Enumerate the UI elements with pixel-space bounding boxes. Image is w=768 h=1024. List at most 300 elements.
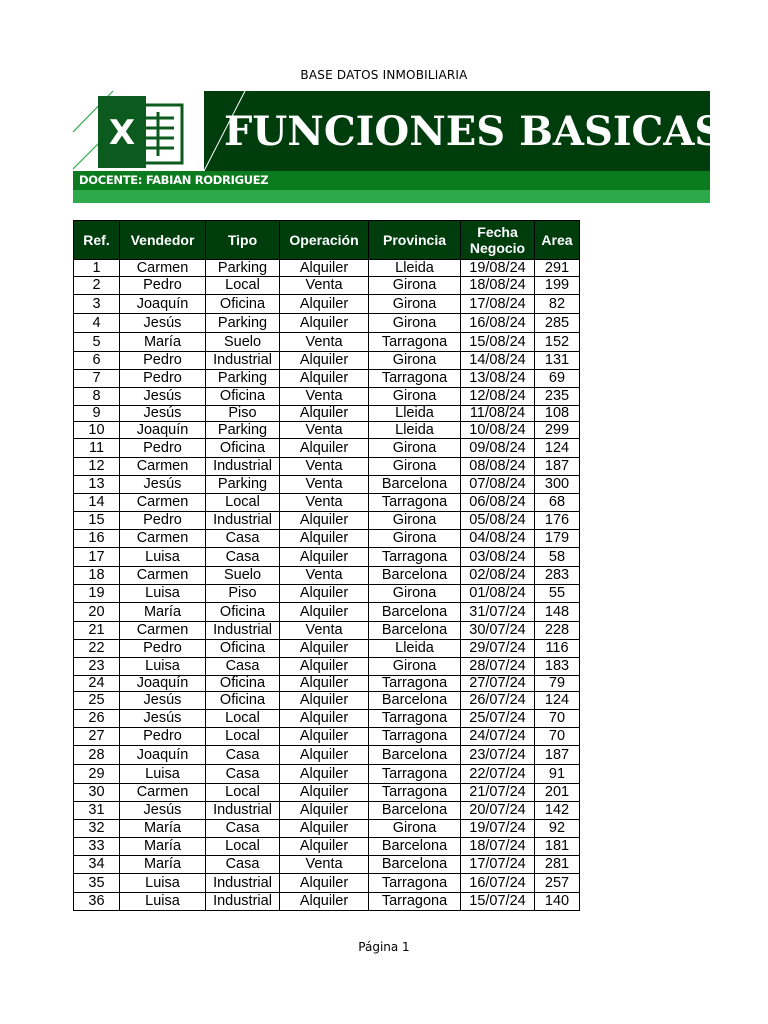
cell-tipo: Suelo bbox=[206, 567, 280, 585]
cell-tipo: Parking bbox=[206, 260, 280, 277]
cell-provincia: Barcelona bbox=[369, 838, 461, 856]
cell-area: 116 bbox=[535, 640, 580, 658]
cell-area: 179 bbox=[535, 530, 580, 548]
table-row bbox=[74, 710, 580, 728]
cell-tipo: Local bbox=[206, 710, 280, 728]
cell-provincia: Tarragona bbox=[369, 728, 461, 746]
cell-ref: 28 bbox=[74, 746, 120, 765]
header-vendedor: Vendedor bbox=[120, 221, 206, 260]
cell-operacion: Alquiler bbox=[280, 728, 369, 746]
cell-vendedor: Pedro bbox=[120, 512, 206, 530]
cell-fecha: 19/08/24 bbox=[461, 260, 535, 277]
cell-tipo: Casa bbox=[206, 765, 280, 784]
cell-area: 124 bbox=[535, 439, 580, 458]
table-row bbox=[74, 820, 580, 838]
excel-logo-icon bbox=[98, 96, 184, 168]
cell-tipo: Suelo bbox=[206, 333, 280, 352]
cell-provincia: Lleida bbox=[369, 260, 461, 277]
cell-ref: 9 bbox=[74, 406, 120, 422]
table-row bbox=[74, 422, 580, 439]
cell-area: 228 bbox=[535, 622, 580, 640]
table-row bbox=[74, 603, 580, 622]
cell-fecha: 16/07/24 bbox=[461, 874, 535, 893]
cell-tipo: Piso bbox=[206, 406, 280, 422]
cell-operacion: Alquiler bbox=[280, 295, 369, 314]
cell-vendedor: Luisa bbox=[120, 585, 206, 603]
cell-vendedor: Carmen bbox=[120, 784, 206, 802]
cell-vendedor: Carmen bbox=[120, 260, 206, 277]
cell-operacion: Venta bbox=[280, 277, 369, 295]
cell-operacion: Alquiler bbox=[280, 802, 369, 820]
cell-tipo: Casa bbox=[206, 820, 280, 838]
table-row bbox=[74, 838, 580, 856]
cell-vendedor: Luisa bbox=[120, 765, 206, 784]
cell-tipo: Oficina bbox=[206, 295, 280, 314]
cell-ref: 16 bbox=[74, 530, 120, 548]
cell-area: 201 bbox=[535, 784, 580, 802]
cell-provincia: Tarragona bbox=[369, 893, 461, 911]
cell-fecha: 14/08/24 bbox=[461, 352, 535, 370]
cell-fecha: 20/07/24 bbox=[461, 802, 535, 820]
cell-tipo: Industrial bbox=[206, 622, 280, 640]
cell-area: 187 bbox=[535, 746, 580, 765]
cell-vendedor: Jesús bbox=[120, 406, 206, 422]
cell-fecha: 05/08/24 bbox=[461, 512, 535, 530]
table-body bbox=[74, 260, 580, 911]
cell-area: 235 bbox=[535, 388, 580, 406]
cell-provincia: Barcelona bbox=[369, 856, 461, 874]
table-header-row bbox=[74, 221, 580, 260]
table-row bbox=[74, 802, 580, 820]
cell-ref: 2 bbox=[74, 277, 120, 295]
cell-provincia: Barcelona bbox=[369, 746, 461, 765]
cell-ref: 12 bbox=[74, 458, 120, 476]
cell-ref: 25 bbox=[74, 692, 120, 710]
cell-provincia: Girona bbox=[369, 585, 461, 603]
cell-vendedor: Luisa bbox=[120, 893, 206, 911]
header-tipo: Tipo bbox=[206, 221, 280, 260]
cell-fecha: 27/07/24 bbox=[461, 676, 535, 692]
header-operacion: Operación bbox=[280, 221, 369, 260]
cell-operacion: Alquiler bbox=[280, 260, 369, 277]
cell-operacion: Alquiler bbox=[280, 784, 369, 802]
cell-area: 142 bbox=[535, 802, 580, 820]
cell-fecha: 17/08/24 bbox=[461, 295, 535, 314]
cell-tipo: Parking bbox=[206, 476, 280, 494]
cell-operacion: Alquiler bbox=[280, 838, 369, 856]
cell-area: 140 bbox=[535, 893, 580, 911]
cell-ref: 1 bbox=[74, 260, 120, 277]
table-row bbox=[74, 746, 580, 765]
cell-vendedor: Joaquín bbox=[120, 295, 206, 314]
cell-ref: 13 bbox=[74, 476, 120, 494]
table-row bbox=[74, 893, 580, 911]
cell-ref: 18 bbox=[74, 567, 120, 585]
table-row bbox=[74, 622, 580, 640]
cell-provincia: Girona bbox=[369, 439, 461, 458]
cell-area: 92 bbox=[535, 820, 580, 838]
cell-fecha: 15/07/24 bbox=[461, 893, 535, 911]
cell-ref: 3 bbox=[74, 295, 120, 314]
cell-area: 285 bbox=[535, 314, 580, 333]
cell-tipo: Casa bbox=[206, 856, 280, 874]
cell-provincia: Girona bbox=[369, 512, 461, 530]
cell-operacion: Venta bbox=[280, 458, 369, 476]
cell-vendedor: Pedro bbox=[120, 728, 206, 746]
header-provincia: Provincia bbox=[369, 221, 461, 260]
cell-fecha: 15/08/24 bbox=[461, 333, 535, 352]
table-row bbox=[74, 333, 580, 352]
cell-tipo: Casa bbox=[206, 658, 280, 676]
cell-area: 70 bbox=[535, 728, 580, 746]
cell-ref: 6 bbox=[74, 352, 120, 370]
cell-tipo: Parking bbox=[206, 422, 280, 439]
cell-vendedor: Joaquín bbox=[120, 746, 206, 765]
cell-tipo: Local bbox=[206, 494, 280, 512]
cell-ref: 22 bbox=[74, 640, 120, 658]
cell-area: 69 bbox=[535, 370, 580, 388]
cell-provincia: Girona bbox=[369, 295, 461, 314]
cell-area: 257 bbox=[535, 874, 580, 893]
table-row bbox=[74, 856, 580, 874]
cell-vendedor: Jesús bbox=[120, 476, 206, 494]
cell-operacion: Alquiler bbox=[280, 640, 369, 658]
cell-ref: 24 bbox=[74, 676, 120, 692]
table-row bbox=[74, 765, 580, 784]
cell-vendedor: Jesús bbox=[120, 710, 206, 728]
cell-provincia: Tarragona bbox=[369, 548, 461, 567]
cell-operacion: Alquiler bbox=[280, 603, 369, 622]
table-row bbox=[74, 406, 580, 422]
table-row bbox=[74, 640, 580, 658]
cell-tipo: Casa bbox=[206, 530, 280, 548]
header-area: Area bbox=[535, 221, 580, 260]
cell-fecha: 09/08/24 bbox=[461, 439, 535, 458]
cell-tipo: Piso bbox=[206, 585, 280, 603]
cell-area: 183 bbox=[535, 658, 580, 676]
cell-area: 187 bbox=[535, 458, 580, 476]
cell-provincia: Barcelona bbox=[369, 692, 461, 710]
cell-operacion: Alquiler bbox=[280, 692, 369, 710]
cell-provincia: Tarragona bbox=[369, 370, 461, 388]
cell-vendedor: Jesús bbox=[120, 802, 206, 820]
cell-vendedor: Pedro bbox=[120, 640, 206, 658]
cell-vendedor: Pedro bbox=[120, 352, 206, 370]
cell-vendedor: Luisa bbox=[120, 658, 206, 676]
cell-area: 148 bbox=[535, 603, 580, 622]
cell-operacion: Venta bbox=[280, 622, 369, 640]
cell-vendedor: Carmen bbox=[120, 530, 206, 548]
cell-ref: 34 bbox=[74, 856, 120, 874]
cell-area: 91 bbox=[535, 765, 580, 784]
cell-operacion: Venta bbox=[280, 388, 369, 406]
cell-vendedor: Jesús bbox=[120, 692, 206, 710]
cell-tipo: Parking bbox=[206, 370, 280, 388]
cell-fecha: 30/07/24 bbox=[461, 622, 535, 640]
cell-tipo: Industrial bbox=[206, 802, 280, 820]
page-footer: Página 1 bbox=[358, 940, 410, 954]
table-row bbox=[74, 458, 580, 476]
cell-operacion: Alquiler bbox=[280, 874, 369, 893]
cell-area: 291 bbox=[535, 260, 580, 277]
header-fecha-negocio: Fecha Negocio bbox=[461, 221, 535, 260]
cell-area: 181 bbox=[535, 838, 580, 856]
cell-vendedor: Luisa bbox=[120, 548, 206, 567]
cell-tipo: Oficina bbox=[206, 603, 280, 622]
cell-provincia: Barcelona bbox=[369, 802, 461, 820]
cell-provincia: Tarragona bbox=[369, 765, 461, 784]
cell-provincia: Tarragona bbox=[369, 333, 461, 352]
cell-vendedor: Jesús bbox=[120, 388, 206, 406]
title-banner bbox=[73, 91, 724, 203]
cell-operacion: Alquiler bbox=[280, 710, 369, 728]
cell-ref: 11 bbox=[74, 439, 120, 458]
cell-operacion: Venta bbox=[280, 494, 369, 512]
header-ref: Ref. bbox=[74, 221, 120, 260]
table-row bbox=[74, 295, 580, 314]
cell-area: 199 bbox=[535, 277, 580, 295]
cell-tipo: Local bbox=[206, 838, 280, 856]
cell-fecha: 18/07/24 bbox=[461, 838, 535, 856]
cell-vendedor: María bbox=[120, 856, 206, 874]
cell-fecha: 02/08/24 bbox=[461, 567, 535, 585]
cell-vendedor: Carmen bbox=[120, 494, 206, 512]
cell-operacion: Alquiler bbox=[280, 820, 369, 838]
cell-tipo: Casa bbox=[206, 746, 280, 765]
cell-fecha: 04/08/24 bbox=[461, 530, 535, 548]
cell-provincia: Barcelona bbox=[369, 622, 461, 640]
cell-tipo: Oficina bbox=[206, 676, 280, 692]
cell-fecha: 12/08/24 bbox=[461, 388, 535, 406]
table-row bbox=[74, 352, 580, 370]
cell-provincia: Girona bbox=[369, 658, 461, 676]
properties-table bbox=[73, 220, 580, 911]
cell-fecha: 03/08/24 bbox=[461, 548, 535, 567]
cell-tipo: Industrial bbox=[206, 874, 280, 893]
table-row bbox=[74, 512, 580, 530]
cell-operacion: Alquiler bbox=[280, 893, 369, 911]
cell-operacion: Venta bbox=[280, 422, 369, 439]
cell-provincia: Barcelona bbox=[369, 567, 461, 585]
cell-fecha: 21/07/24 bbox=[461, 784, 535, 802]
cell-operacion: Alquiler bbox=[280, 658, 369, 676]
table-row bbox=[74, 314, 580, 333]
cell-operacion: Alquiler bbox=[280, 530, 369, 548]
cell-operacion: Alquiler bbox=[280, 512, 369, 530]
cell-ref: 20 bbox=[74, 603, 120, 622]
cell-fecha: 18/08/24 bbox=[461, 277, 535, 295]
cell-ref: 4 bbox=[74, 314, 120, 333]
cell-tipo: Local bbox=[206, 784, 280, 802]
cell-vendedor: Carmen bbox=[120, 567, 206, 585]
cell-fecha: 23/07/24 bbox=[461, 746, 535, 765]
cell-vendedor: Joaquín bbox=[120, 676, 206, 692]
cell-operacion: Alquiler bbox=[280, 746, 369, 765]
cell-area: 82 bbox=[535, 295, 580, 314]
cell-ref: 7 bbox=[74, 370, 120, 388]
cell-area: 124 bbox=[535, 692, 580, 710]
table-row bbox=[74, 784, 580, 802]
cell-operacion: Venta bbox=[280, 567, 369, 585]
cell-area: 283 bbox=[535, 567, 580, 585]
cell-ref: 33 bbox=[74, 838, 120, 856]
cell-provincia: Girona bbox=[369, 458, 461, 476]
cell-tipo: Oficina bbox=[206, 388, 280, 406]
cell-vendedor: María bbox=[120, 838, 206, 856]
cell-ref: 10 bbox=[74, 422, 120, 439]
cell-operacion: Alquiler bbox=[280, 439, 369, 458]
cell-fecha: 29/07/24 bbox=[461, 640, 535, 658]
cell-ref: 23 bbox=[74, 658, 120, 676]
table-row bbox=[74, 388, 580, 406]
cell-fecha: 31/07/24 bbox=[461, 603, 535, 622]
cell-area: 152 bbox=[535, 333, 580, 352]
cell-operacion: Alquiler bbox=[280, 314, 369, 333]
cell-provincia: Tarragona bbox=[369, 710, 461, 728]
cell-vendedor: Pedro bbox=[120, 370, 206, 388]
cell-area: 281 bbox=[535, 856, 580, 874]
table-row bbox=[74, 277, 580, 295]
cell-operacion: Alquiler bbox=[280, 548, 369, 567]
cell-provincia: Barcelona bbox=[369, 476, 461, 494]
table-row bbox=[74, 567, 580, 585]
cell-vendedor: María bbox=[120, 820, 206, 838]
cell-vendedor: Pedro bbox=[120, 439, 206, 458]
cell-area: 299 bbox=[535, 422, 580, 439]
cell-tipo: Industrial bbox=[206, 512, 280, 530]
cell-fecha: 16/08/24 bbox=[461, 314, 535, 333]
cell-fecha: 10/08/24 bbox=[461, 422, 535, 439]
cell-fecha: 25/07/24 bbox=[461, 710, 535, 728]
cell-operacion: Alquiler bbox=[280, 370, 369, 388]
cell-fecha: 06/08/24 bbox=[461, 494, 535, 512]
cell-area: 70 bbox=[535, 710, 580, 728]
cell-ref: 29 bbox=[74, 765, 120, 784]
cell-area: 58 bbox=[535, 548, 580, 567]
cell-fecha: 01/08/24 bbox=[461, 585, 535, 603]
cell-tipo: Local bbox=[206, 728, 280, 746]
cell-tipo: Oficina bbox=[206, 692, 280, 710]
cell-ref: 15 bbox=[74, 512, 120, 530]
cell-ref: 35 bbox=[74, 874, 120, 893]
cell-fecha: 17/07/24 bbox=[461, 856, 535, 874]
table-row bbox=[74, 874, 580, 893]
cell-provincia: Girona bbox=[369, 314, 461, 333]
cell-provincia: Girona bbox=[369, 530, 461, 548]
table-row bbox=[74, 585, 580, 603]
cell-operacion: Alquiler bbox=[280, 585, 369, 603]
cell-vendedor: Carmen bbox=[120, 622, 206, 640]
cell-fecha: 13/08/24 bbox=[461, 370, 535, 388]
cell-provincia: Girona bbox=[369, 277, 461, 295]
cell-area: 300 bbox=[535, 476, 580, 494]
cell-area: 55 bbox=[535, 585, 580, 603]
cell-ref: 32 bbox=[74, 820, 120, 838]
table-row bbox=[74, 548, 580, 567]
cell-operacion: Alquiler bbox=[280, 765, 369, 784]
cell-fecha: 24/07/24 bbox=[461, 728, 535, 746]
cell-ref: 36 bbox=[74, 893, 120, 911]
table-row bbox=[74, 370, 580, 388]
cell-ref: 17 bbox=[74, 548, 120, 567]
cell-fecha: 28/07/24 bbox=[461, 658, 535, 676]
cell-area: 68 bbox=[535, 494, 580, 512]
cell-tipo: Oficina bbox=[206, 439, 280, 458]
cell-vendedor: Joaquín bbox=[120, 422, 206, 439]
cell-fecha: 11/08/24 bbox=[461, 406, 535, 422]
cell-area: 108 bbox=[535, 406, 580, 422]
table-row bbox=[74, 439, 580, 458]
cell-ref: 30 bbox=[74, 784, 120, 802]
cell-ref: 8 bbox=[74, 388, 120, 406]
cell-area: 79 bbox=[535, 676, 580, 692]
cell-fecha: 07/08/24 bbox=[461, 476, 535, 494]
cell-area: 176 bbox=[535, 512, 580, 530]
svg-text:X: X bbox=[108, 113, 136, 153]
cell-tipo: Casa bbox=[206, 548, 280, 567]
cell-operacion: Venta bbox=[280, 856, 369, 874]
cell-provincia: Barcelona bbox=[369, 603, 461, 622]
cell-operacion: Alquiler bbox=[280, 676, 369, 692]
cell-tipo: Oficina bbox=[206, 640, 280, 658]
table-row bbox=[74, 692, 580, 710]
table-row bbox=[74, 676, 580, 692]
cell-tipo: Parking bbox=[206, 314, 280, 333]
table-row bbox=[74, 476, 580, 494]
cell-ref: 27 bbox=[74, 728, 120, 746]
cell-ref: 5 bbox=[74, 333, 120, 352]
cell-ref: 14 bbox=[74, 494, 120, 512]
cell-vendedor: Jesús bbox=[120, 314, 206, 333]
cell-vendedor: María bbox=[120, 333, 206, 352]
cell-provincia: Lleida bbox=[369, 640, 461, 658]
cell-provincia: Tarragona bbox=[369, 676, 461, 692]
table-row bbox=[74, 494, 580, 512]
cell-fecha: 22/07/24 bbox=[461, 765, 535, 784]
cell-ref: 26 bbox=[74, 710, 120, 728]
banner-title: FUNCIONES BASICAS bbox=[224, 108, 724, 155]
cell-vendedor: Carmen bbox=[120, 458, 206, 476]
cell-vendedor: Luisa bbox=[120, 874, 206, 893]
cell-fecha: 08/08/24 bbox=[461, 458, 535, 476]
cell-area: 131 bbox=[535, 352, 580, 370]
cell-operacion: Venta bbox=[280, 333, 369, 352]
cell-provincia: Tarragona bbox=[369, 874, 461, 893]
cell-provincia: Lleida bbox=[369, 422, 461, 439]
cell-fecha: 26/07/24 bbox=[461, 692, 535, 710]
table-row bbox=[74, 728, 580, 746]
table-row bbox=[74, 260, 580, 277]
cell-provincia: Lleida bbox=[369, 406, 461, 422]
cell-ref: 31 bbox=[74, 802, 120, 820]
cell-operacion: Alquiler bbox=[280, 352, 369, 370]
cell-provincia: Girona bbox=[369, 352, 461, 370]
cell-fecha: 19/07/24 bbox=[461, 820, 535, 838]
cell-operacion: Venta bbox=[280, 476, 369, 494]
cell-ref: 19 bbox=[74, 585, 120, 603]
cell-provincia: Girona bbox=[369, 820, 461, 838]
cell-provincia: Girona bbox=[369, 388, 461, 406]
cell-tipo: Local bbox=[206, 277, 280, 295]
cell-operacion: Alquiler bbox=[280, 406, 369, 422]
cell-provincia: Tarragona bbox=[369, 494, 461, 512]
cell-tipo: Industrial bbox=[206, 458, 280, 476]
table-row bbox=[74, 530, 580, 548]
page-header: BASE DATOS INMOBILIARIA bbox=[300, 68, 468, 82]
cell-vendedor: María bbox=[120, 603, 206, 622]
cell-tipo: Industrial bbox=[206, 352, 280, 370]
cell-provincia: Tarragona bbox=[369, 784, 461, 802]
